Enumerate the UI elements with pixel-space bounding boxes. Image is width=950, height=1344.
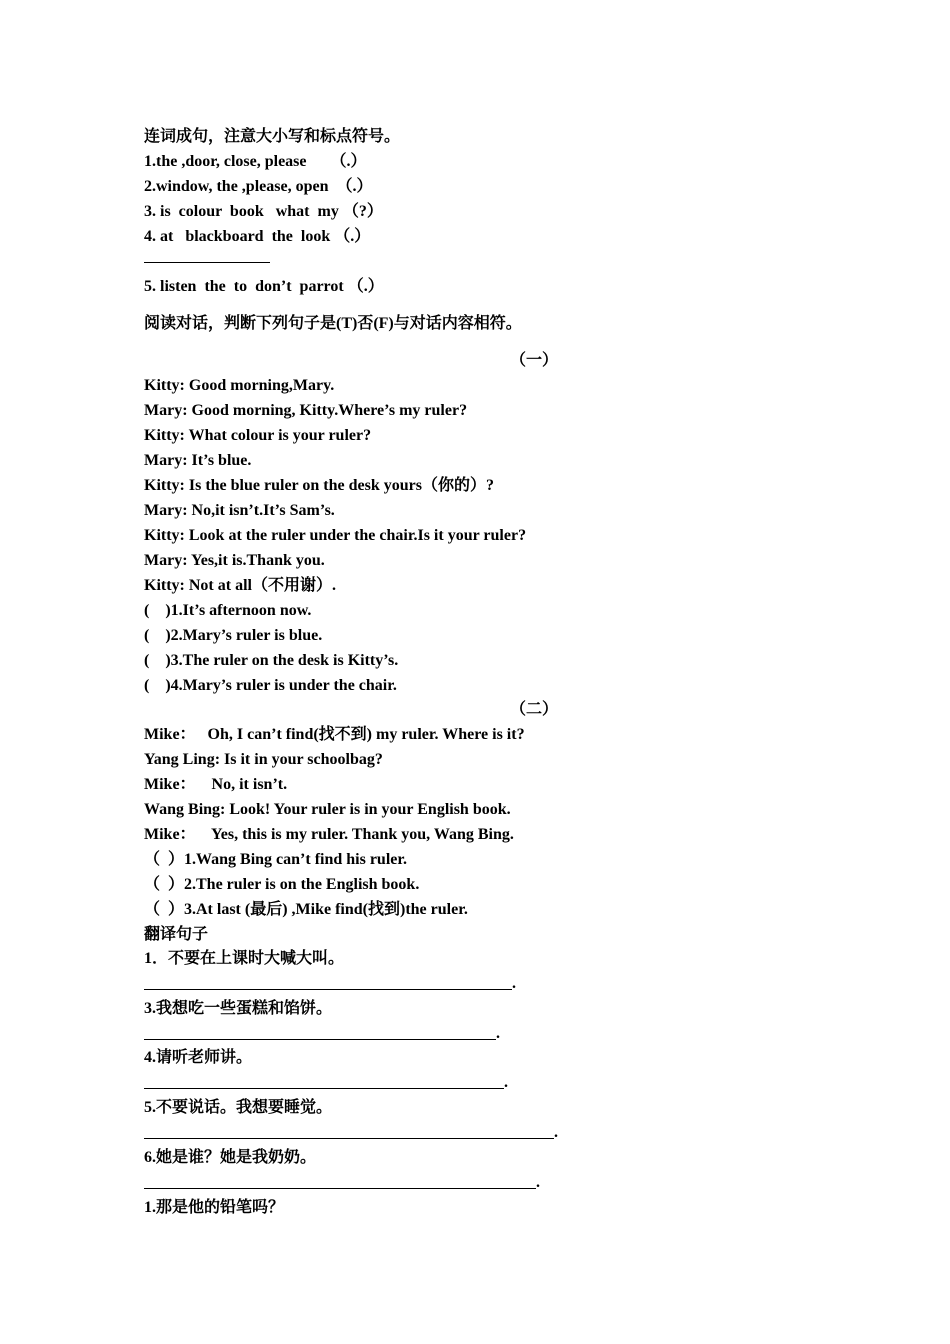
translate-item: 3.我想吃一些蛋糕和馅饼。 [144,1000,333,1017]
section3-heading: 翻译句子 [144,926,209,943]
dialogue-line: Mary: No,it isn’t.It’s Sam’s. [144,502,335,519]
translate-item: 6.她是谁？她是我奶奶。 [144,1149,317,1166]
dialogue-line: Mary: Yes,it is.Thank you. [144,552,325,569]
reorder-item-1: 1.the ,door, close, please （.） [144,153,367,170]
answer-line [144,1188,536,1189]
reorder-item-2: 2.window, the ,please, open （.） [144,178,373,195]
dialogue-line: Mike： No, it isn’t. [144,776,288,793]
dialogue-line: Mary: Good morning, Kitty.Where’s my ruler? [144,402,468,419]
part1-label: （一） [510,352,559,369]
tf-question: ( )2.Mary’s ruler is blue. [144,627,323,644]
tf-question: （ ）3.At last (最后) ,Mike find(找到)the ruler. [144,901,468,918]
answer-line [144,1138,554,1139]
dialogue-line: Mary: It’s blue. [144,452,252,469]
reorder-item-3: 3. is colour book what my （?） [144,203,383,220]
section2-heading: 阅读对话，判断下列句子是(T)否(F)与对话内容相符。 [144,315,522,332]
translate-item: 5.不要说话。我想要睡觉。 [144,1099,333,1116]
tf-question: ( )1.It’s afternoon now. [144,602,312,619]
answer-line [144,262,270,263]
answer-line [144,1088,504,1089]
translate-item: 1.那是他的铅笔吗？ [144,1199,285,1216]
answer-line [144,989,512,990]
answer-period: . [512,975,516,992]
dialogue-line: Wang Bing: Look! Your ruler is in your English book. [144,801,511,818]
dialogue-line: Kitty: What colour is your ruler? [144,427,372,444]
dialogue-line: Kitty: Not at all（不用谢）. [144,577,336,594]
dialogue-line: Kitty: Is the blue ruler on the desk yours（你的）? [144,477,494,494]
tf-question: ( )4.Mary’s ruler is under the chair. [144,677,397,694]
answer-period: . [536,1174,540,1191]
dialogue-line: Mike： Oh, I can’t find(找不到) my ruler. Where is it? [144,726,525,743]
reorder-item-4: 4. at blackboard the look （.） [144,228,371,245]
tf-question: （ ）2.The ruler is on the English book. [144,876,420,893]
translate-item: 1．不要在上课时大喊大叫。 [144,950,345,967]
answer-period: . [504,1074,508,1091]
part2-label: （二） [510,701,559,718]
dialogue-line: Kitty: Good morning,Mary. [144,377,335,394]
reorder-item-5: 5. listen the to don’t parrot （.） [144,278,384,295]
dialogue-line: Mike： Yes, this is my ruler. Thank you, Wang Bing. [144,826,514,843]
answer-line [144,1039,496,1040]
tf-question: （ ）1.Wang Bing can’t find his ruler. [144,851,408,868]
section1-heading: 连词成句，注意大小写和标点符号。 [144,128,401,145]
dialogue-line: Kitty: Look at the ruler under the chair.Is it your ruler? [144,527,527,544]
tf-question: ( )3.The ruler on the desk is Kitty’s. [144,652,399,669]
dialogue-line: Yang Ling: Is it in your schoolbag? [144,751,383,768]
translate-item: 4.请听老师讲。 [144,1049,253,1066]
answer-period: . [554,1124,558,1141]
answer-period: . [496,1025,500,1042]
